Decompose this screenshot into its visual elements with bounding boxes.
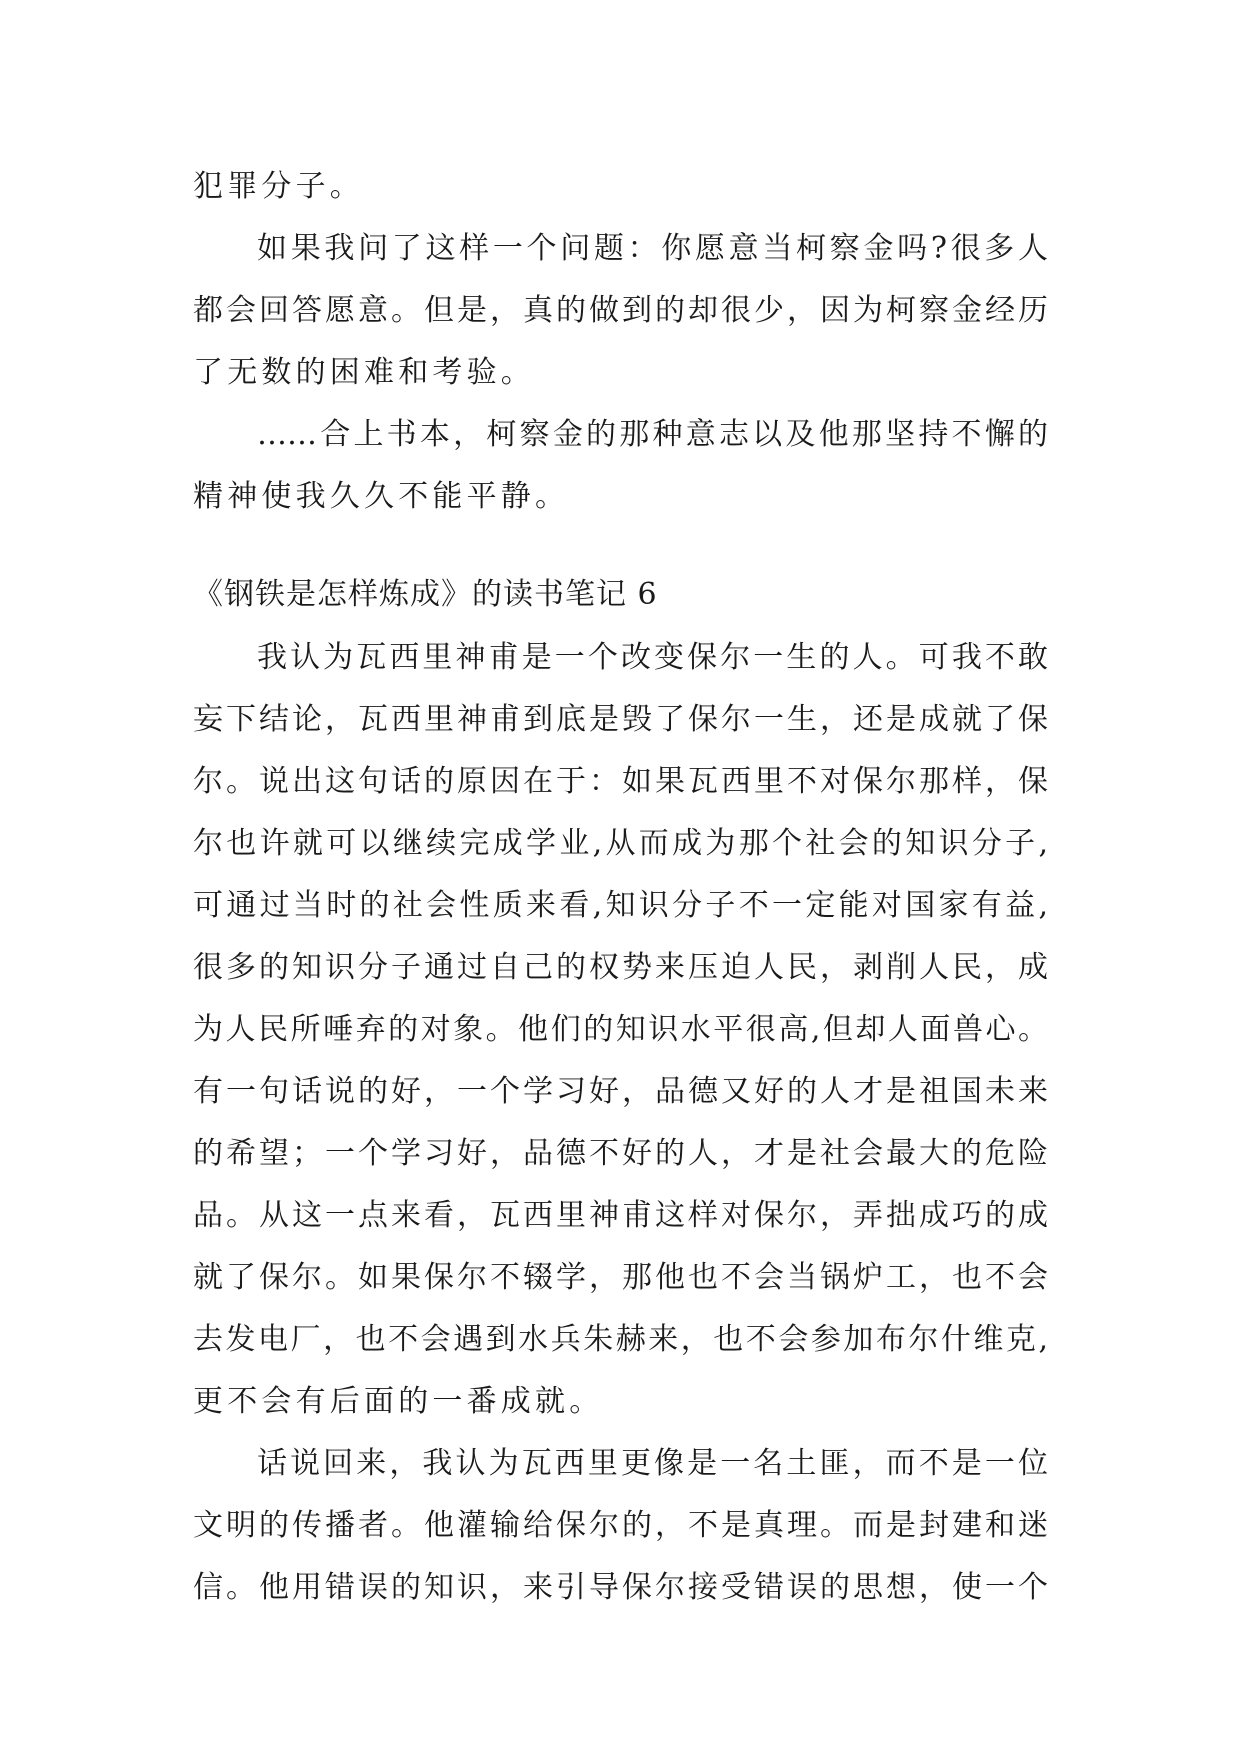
- section-title: 《钢铁是怎样炼成》的读书笔记 6: [193, 577, 658, 612]
- paragraph-line: 了无数的困难和考验。: [193, 355, 535, 390]
- paragraph-line: 信。他用错误的知识，来引导保尔接受错误的思想，使一个: [193, 1570, 1048, 1605]
- paragraph-line: 我认为瓦西里神甫是一个改变保尔一生的人。可我不敢: [257, 640, 1048, 675]
- paragraph-line: 犯罪分子。: [193, 169, 364, 204]
- paragraph-line: 妄下结论，瓦西里神甫到底是毁了保尔一生，还是成就了保: [193, 702, 1048, 737]
- paragraph-line: 有一句话说的好，一个学习好，品德又好的人才是祖国未来: [193, 1074, 1048, 1109]
- paragraph-line: 就了保尔。如果保尔不辍学，那他也不会当锅炉工，也不会: [193, 1260, 1048, 1295]
- paragraph-line: 都会回答愿意。但是，真的做到的却很少，因为柯察金经历: [193, 293, 1048, 328]
- paragraph-line: 品。从这一点来看，瓦西里神甫这样对保尔，弄拙成巧的成: [193, 1198, 1048, 1233]
- note-body: [193, 627, 1048, 1619]
- paragraph-line: 可通过当时的社会性质来看,知识分子不一定能对国家有益,: [193, 888, 1048, 923]
- paragraph-line: 更不会有后面的一番成就。: [193, 1384, 604, 1419]
- paragraph-line: 的希望；一个学习好，品德不好的人，才是社会最大的危险: [193, 1136, 1048, 1171]
- paragraph-line: 为人民所唾弃的对象。他们的知识水平很高,但却人面兽心。: [193, 1012, 1048, 1047]
- paragraph-line: 文明的传播者。他灌输给保尔的，不是真理。而是封建和迷: [193, 1508, 1048, 1543]
- previous-note-ending: [193, 156, 1048, 528]
- paragraph-line: 如果我问了这样一个问题：你愿意当柯察金吗?很多人: [257, 231, 1048, 266]
- note-heading: [193, 564, 1048, 626]
- paragraph-line: 很多的知识分子通过自己的权势来压迫人民，剥削人民，成: [193, 950, 1048, 985]
- paragraph-line: 尔。说出这句话的原因在于：如果瓦西里不对保尔那样，保: [193, 764, 1048, 799]
- paragraph-line: 话说回来，我认为瓦西里更像是一名土匪，而不是一位: [257, 1446, 1048, 1481]
- paragraph-line: ……合上书本，柯察金的那种意志以及他那坚持不懈的: [257, 417, 1048, 452]
- paragraph-line: 去发电厂，也不会遇到水兵朱赫来，也不会参加布尔什维克,: [193, 1322, 1048, 1357]
- paragraph-line: 精神使我久久不能平静。: [193, 479, 570, 514]
- paragraph-line: 尔也许就可以继续完成学业,从而成为那个社会的知识分子,: [193, 826, 1048, 861]
